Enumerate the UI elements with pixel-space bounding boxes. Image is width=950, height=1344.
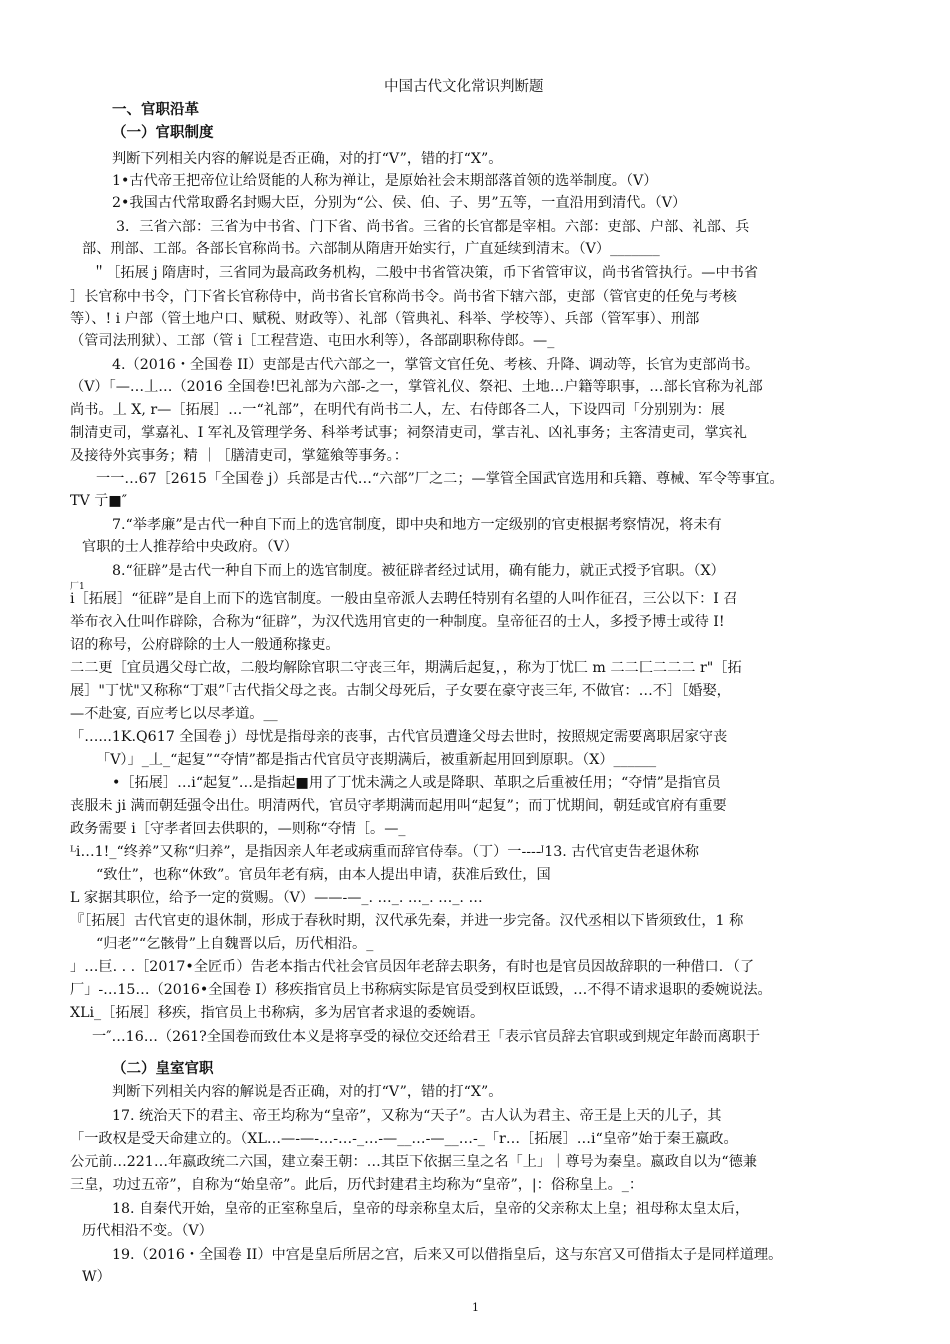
text-line: L 家据其职位，给予一定的赏赐。（V）——-—_. …_. …_. …_. … <box>70 890 483 906</box>
text-line: •［拓展］…i“起复”…是指起■用了丁忧未满之人或是降职、革职之后重被任用；“夺情”是指官员 <box>112 775 721 791</box>
text-line: 3．三省六部：三省为中书省、门下省、尚书省。三省的长官都是宰相。六部：吏部、户部、礼部、兵 <box>116 219 750 235</box>
subsection-heading: （一）官职制度 <box>112 125 214 141</box>
text-line: 7.“举孝廉”是古代一种自下而上的选官制度，即中央和地方一定级别的官吏根据考察情况，将未有 <box>112 517 722 533</box>
text-line: 一一…67［2615「全国卷 j）兵部是古代…“六部”厂之二；—掌管全国武官选用和兵籍、尊械、军令等事宜。 <box>96 471 784 487</box>
text-line: ᴸi…1!_“终养”又称“归养”，是指因亲人年老或病重而辞官侍奉。（丁）一----ᴶ13. 古代官吏告老退休称 <box>70 844 699 860</box>
text-line: 诏的称号，公府辟除的士人一般通称掾吏。 <box>70 637 340 653</box>
text-line: 1•古代帝王把帝位让给贤能的人称为禅让，是原始社会末期部落首领的选举制度。（V） <box>112 173 658 189</box>
text-line: 4.（2016・全国卷 II）吏部是古代六部之一，掌管文官任免、考核、升降、调动等，长官为吏部尚书。 <box>112 357 760 373</box>
subsection-heading: （二）皇室官职 <box>112 1061 214 1077</box>
text-line: —不赴宴, 百应考匕以尽孝道。__ <box>70 706 278 722</box>
text-line: 「…...1K.Q617 全国卷 j）母忧是指母亲的丧事，古代官员遭逢父母去世时，按照规定需要离职居家守丧 <box>70 729 728 745</box>
text-line: 「一政权是受天命建立的。（XL…—-—-…-…-_…-—__…-—__…-_「r…［拓展］…i“皇帝”始于秦王嬴政。 <box>70 1131 738 1147</box>
text-line: 公元前…221…年嬴政统二六国，建立秦王朝：…其臣下依据三皇之名「上」｜尊号为秦皇。嬴政自以为“德兼 <box>70 1154 757 1170</box>
text-line: 判断下列相关内容的解说是否正确，对的打“V”，错的打“X”。 <box>112 1084 503 1100</box>
text-line: 19.（2016・全国卷 II）中宫是皇后所居之宫，后来又可以借指皇后，这与东宫又可借指太子是同样道理。 <box>112 1247 783 1263</box>
text-line: 展］"丁忧"又称称“丁艰”「古代指父母之丧。古制父母死后，子女要在豪守丧三年, 不做官：…不］［婚娶， <box>70 683 731 699</box>
text-line: 部、刑部、工部。各部长官称尚书。六部制从隋唐开始实行，广直延续到清末。（V）_______ <box>82 241 660 257</box>
text-line: TV 亍■″ <box>70 493 128 509</box>
text-line: 厂」-…15…（2016•全国卷 I）移疾指官员上书称病实际是官员受到权臣诋毁，…不得不请求退职的委婉说法。 <box>70 982 772 998</box>
text-line: 一″…16…（261?全国卷而致仕本义是将享受的禄位交还给君王「表示官员辞去官职或到规定年龄而离职于 <box>92 1029 761 1045</box>
text-line: 17. 统治天下的君主、帝王均称为“皇帝”，又称为“天子”。古人认为君主、帝王是上天的儿子，其 <box>112 1108 722 1124</box>
text-line: 」…巨. . .［2017•全匠币）告老本指古代社会官员因年老辞去职务，有时也是官员因故辞职的一种借口．（了 <box>70 959 755 975</box>
text-line: 官职的士人推荐给中央政府。（V） <box>82 539 298 555</box>
text-line: 厂1 <box>70 582 85 592</box>
text-line: 「V）」_丄_“起复”“夺情”都是指古代官员守丧期满后，被重新起用回到原职。（X）______ <box>96 752 657 768</box>
text-line: （管司法刑狱）、工部（管 i［工程营造、屯田水利等），各部副职称侍郎。—_ <box>70 333 555 349</box>
text-line: （V）「—…丄…（2016 全国卷!巴礼部为六部-之一，掌管礼仪、祭祀、土地…户籍等职事，…部长官称为礼部 <box>70 379 763 395</box>
text-line: 三皇，功过五帝”，自称为“始皇帝”。此后，历代封建君主均称为“皇帝”，|：俗称皇上。_： <box>70 1177 644 1193</box>
text-line: 18. 自秦代开始，皇帝的正室称皇后，皇帝的母亲称皇太后，皇帝的父亲称太上皇；祖母称太皇太后， <box>112 1201 750 1217</box>
text-line: 8.“征辟”是古代一种自下而上的选官制度。被征辟者经过试用，确有能力，就正式授予官职。（X） <box>112 563 725 579</box>
text-line: 丧服未 ji 满而朝廷强令出仕。明清两代，官员守孝期满而起用叫“起复”；而丁忧期间，朝廷或官府有重要 <box>70 798 727 814</box>
text-line: 尚书。丄 X, r—［拓展］…一“礼部”，在明代有尚书二人，左、右侍郎各二人，下设四司「分别别为：展 <box>70 402 725 418</box>
text-line: 『［拓展］古代官吏的退休制，形成于春秋时期，汉代承先秦，并进一步完备。汉代丞相以下皆须致仕，1 称 <box>70 913 744 929</box>
text-line: 举布衣入仕叫作辟除，合称为“征辟”，为汉代选用官吏的一种制度。皇帝征召的士人，多授予博士或待 I! <box>70 614 725 630</box>
text-line: 2•我国古代常取爵名封赐大臣，分别为“公、侯、伯、子、男”五等，一直沿用到清代。（V） <box>112 195 687 211</box>
text-line: 二二更［宜员遇父母亡故，二般均解除官职二守丧三年，期满后起复，，称为丁忧匚 m 二二匚二二二 r"［拓 <box>70 660 742 676</box>
text-line: 政务需要 i［守孝者回去供职的，—则称“夺情［。—_ <box>70 821 406 837</box>
page-number: 1 <box>472 1301 479 1314</box>
text-line: 历代相沿不变。（V） <box>82 1223 213 1239</box>
text-line: ＂［拓展 j 隋唐时，三省同为最高政务机构，二般中书省管决策，币下省管审议，尚书省管执行。—中书省 <box>92 265 759 281</box>
page-title: 中国古代文化常识判断题 <box>384 79 544 95</box>
text-line: ］长官称中书令，门下省长官称侍中，尚书省长官称尚书令。尚书省下辖六部，吏部（管官吏的任免与考核 <box>70 289 737 305</box>
text-line: XLi_［拓展］移疾，指官员上书称病，多为居官者求退的委婉语。 <box>70 1005 485 1021</box>
text-line: W） <box>82 1269 111 1285</box>
text-line: “致仕”，也称“休致”。官员年老有病，由本人提出申请，获准后致仕，国 <box>96 867 551 883</box>
text-line: i［拓展］“征辟”是自上而下的选官制度。一般由皇帝派人去聘任特别有名望的人叫作征召，三公以下：I 召 <box>70 591 738 607</box>
text-line: 等）、! i 户部（管土地户口、赋税、财政等）、礼部（管典礼、科举、学校等）、兵部（管军事）、刑部 <box>70 311 700 327</box>
text-line: “归老”“乞骸骨”上自魏晋以后，历代相沿。_ <box>96 936 374 952</box>
text-line: 判断下列相关内容的解说是否正确，对的打“V”，错的打“X”。 <box>112 151 503 167</box>
text-line: 及接待外宾事务；精 ｜［膳清吏司，掌筵飨等事务。： <box>70 448 408 464</box>
section-heading: 一、官职沿革 <box>112 102 199 118</box>
text-line: 制清吏司，掌嘉礼、I 军礼及管理学务、科举考试事；祠祭清吏司，掌吉礼、凶礼事务；主客清吏司，掌宾礼 <box>70 425 747 441</box>
